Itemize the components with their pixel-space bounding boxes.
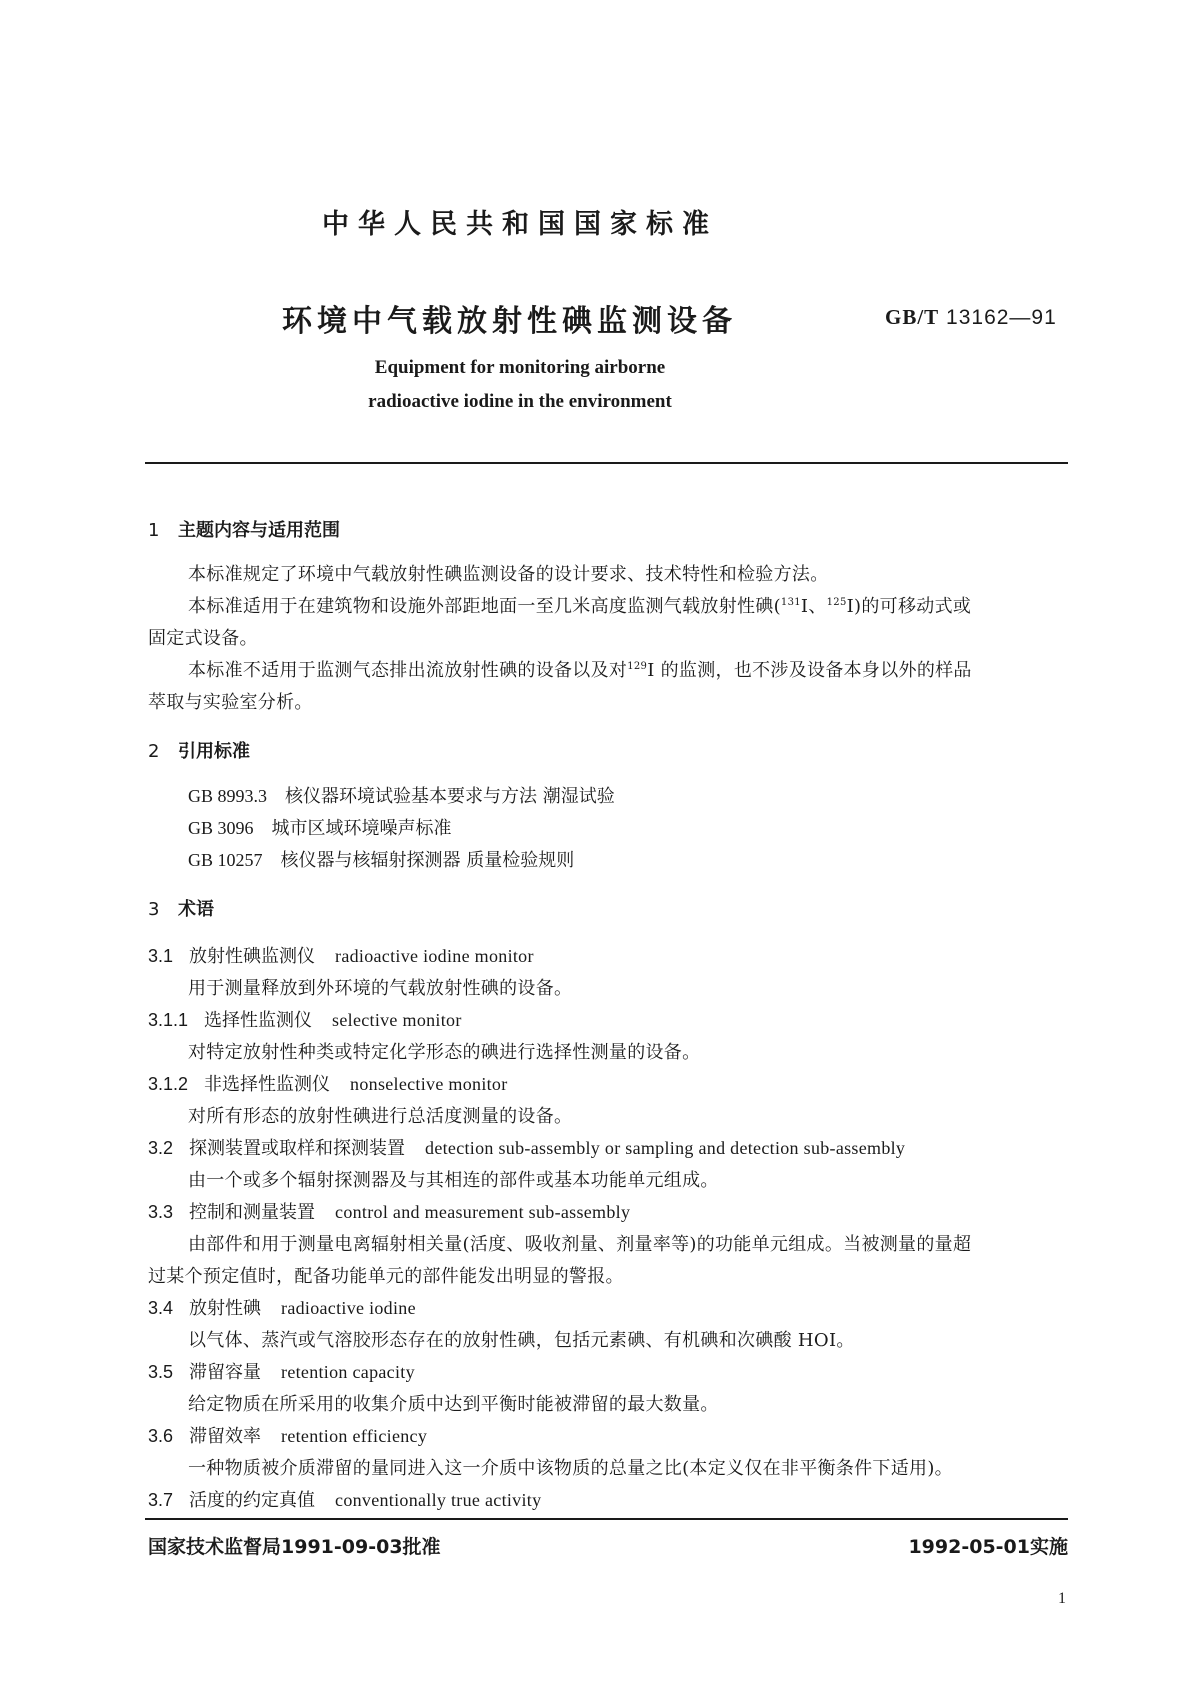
term-number: 3.3 (148, 1202, 174, 1222)
term-number: 3.5 (148, 1362, 174, 1382)
document-title-cn: 环境中气载放射性碘监测设备 (282, 304, 737, 339)
term-definition: 以气体、蒸汽或气溶胶形态存在的放射性碘，包括元素碘、有机碘和次碘酸 HOI。 (188, 1330, 855, 1351)
term-number: 3.1.1 (148, 1010, 189, 1030)
term-entry (148, 1198, 630, 1224)
reference-text: 核仪器与核辐射探测器 质量检验规则 (280, 850, 575, 871)
term-cn: 放射性碘监测仪 (189, 946, 316, 967)
p2-part-c: I)的可移动式或 (846, 596, 972, 617)
term-definition: 对特定放射性种类或特定化学形态的碘进行选择性测量的设备。 (188, 1042, 701, 1063)
term-cn: 活度的约定真值 (189, 1490, 316, 1511)
p2-part-b: I、 (800, 596, 827, 617)
term-en: retention capacity (281, 1362, 415, 1382)
reference-item (188, 846, 574, 872)
section-2-heading (148, 737, 250, 763)
p3-sup: 129 (627, 661, 648, 672)
section-2-number: 2 (148, 741, 160, 762)
section-3-title: 术语 (178, 899, 214, 920)
term-en: radioactive iodine (281, 1298, 416, 1318)
term-cn: 非选择性监测仪 (204, 1074, 331, 1095)
term-number: 3.6 (148, 1426, 174, 1446)
term-en: retention efficiency (281, 1426, 428, 1446)
reference-text: 核仪器环境试验基本要求与方法 潮湿试验 (285, 786, 615, 807)
document-title-en-line1: Equipment for monitoring airborne (374, 357, 666, 378)
term-entry (148, 1422, 427, 1448)
section-1-title: 主题内容与适用范围 (178, 520, 340, 541)
header-rule (145, 462, 1068, 464)
national-standard-heading: 中华人民共和国国家标准 (322, 209, 718, 240)
term-cn: 滞留容量 (189, 1362, 262, 1383)
standard-code (885, 305, 1057, 330)
reference-item (188, 782, 615, 808)
section-1-paragraph-2-line2: 固定式设备。 (148, 628, 258, 649)
term-number: 3.1.2 (148, 1074, 189, 1094)
term-cn: 滞留效率 (189, 1426, 262, 1447)
term-cn: 探测装置或取样和探测装置 (189, 1138, 406, 1159)
term-definition: 用于测量释放到外环境的气载放射性碘的设备。 (188, 978, 573, 999)
term-cn: 控制和测量装置 (189, 1202, 316, 1223)
standard-code-prefix: GB/T (885, 305, 940, 329)
section-1-number: 1 (148, 520, 160, 541)
term-definition: 由部件和用于测量电离辐射相关量(活度、吸收剂量、剂量率等)的功能单元组成。当被测量的量超 (188, 1234, 972, 1255)
term-entry (148, 942, 534, 968)
reference-code: GB 8993.3 (188, 786, 268, 806)
term-entry (148, 1006, 462, 1032)
footer-rule (145, 1518, 1068, 1520)
term-entry (148, 1358, 415, 1384)
standard-code-number: 13162—91 (946, 306, 1057, 329)
term-en: nonselective monitor (350, 1074, 508, 1094)
term-definition-line2: 过某个预定值时，配备功能单元的部件能发出明显的警报。 (148, 1266, 624, 1287)
p3-part-a: 本标准不适用于监测气态排出流放射性碘的设备以及对 (188, 660, 628, 681)
term-definition: 给定物质在所采用的收集介质中达到平衡时能被滞留的最大数量。 (188, 1394, 719, 1415)
page-number: 1 (1058, 1590, 1066, 1607)
approval-statement: 国家技术监督局1991-09-03批准 (148, 1536, 441, 1558)
term-definition: 对所有形态的放射性碘进行总活度测量的设备。 (188, 1106, 573, 1127)
section-1-paragraph-1: 本标准规定了环境中气载放射性碘监测设备的设计要求、技术特性和检验方法。 (188, 564, 829, 585)
term-entry (148, 1070, 508, 1096)
effective-date: 1992-05-01实施 (908, 1536, 1068, 1558)
section-1-paragraph-3 (188, 656, 972, 682)
term-number: 3.1 (148, 946, 174, 966)
section-3-number: 3 (148, 899, 160, 920)
term-entry (148, 1294, 416, 1320)
p2-part-a: 本标准适用于在建筑物和设施外部距地面一至几米高度监测气载放射性碘( (188, 596, 781, 617)
document-title-en-line2: radioactive iodine in the environment (368, 391, 672, 412)
term-cn: 选择性监测仪 (204, 1010, 313, 1031)
term-number: 3.4 (148, 1298, 174, 1318)
section-1-paragraph-2 (188, 592, 971, 618)
term-en: radioactive iodine monitor (335, 946, 534, 966)
term-definition: 由一个或多个辐射探测器及与其相连的部件或基本功能单元组成。 (188, 1170, 719, 1191)
reference-code: GB 3096 (188, 818, 254, 838)
p3-part-b: I 的监测，也不涉及设备本身以外的样品 (647, 660, 972, 681)
term-number: 3.7 (148, 1490, 174, 1510)
section-2-title: 引用标准 (178, 741, 250, 762)
term-entry (148, 1486, 541, 1512)
term-en: control and measurement sub-assembly (335, 1202, 631, 1222)
section-1-paragraph-3-line2: 萃取与实验室分析。 (148, 692, 313, 713)
section-3-heading (148, 895, 214, 921)
reference-code: GB 10257 (188, 850, 263, 870)
term-definition: 一种物质被介质滞留的量同进入这一介质中该物质的总量之比(本定义仅在非平衡条件下适用)。 (188, 1458, 953, 1479)
term-number: 3.2 (148, 1138, 174, 1158)
term-cn: 放射性碘 (189, 1298, 262, 1319)
section-1-heading (148, 516, 340, 542)
reference-item (188, 814, 452, 840)
term-en: detection sub-assembly or sampling and detection sub-assembly (425, 1138, 906, 1158)
term-en: selective monitor (332, 1010, 462, 1030)
p2-sup-1: 131 (780, 597, 801, 608)
p2-sup-2: 125 (826, 597, 847, 608)
term-en: conventionally true activity (335, 1490, 542, 1510)
term-entry (148, 1134, 905, 1160)
reference-text: 城市区域环境噪声标准 (271, 818, 452, 839)
